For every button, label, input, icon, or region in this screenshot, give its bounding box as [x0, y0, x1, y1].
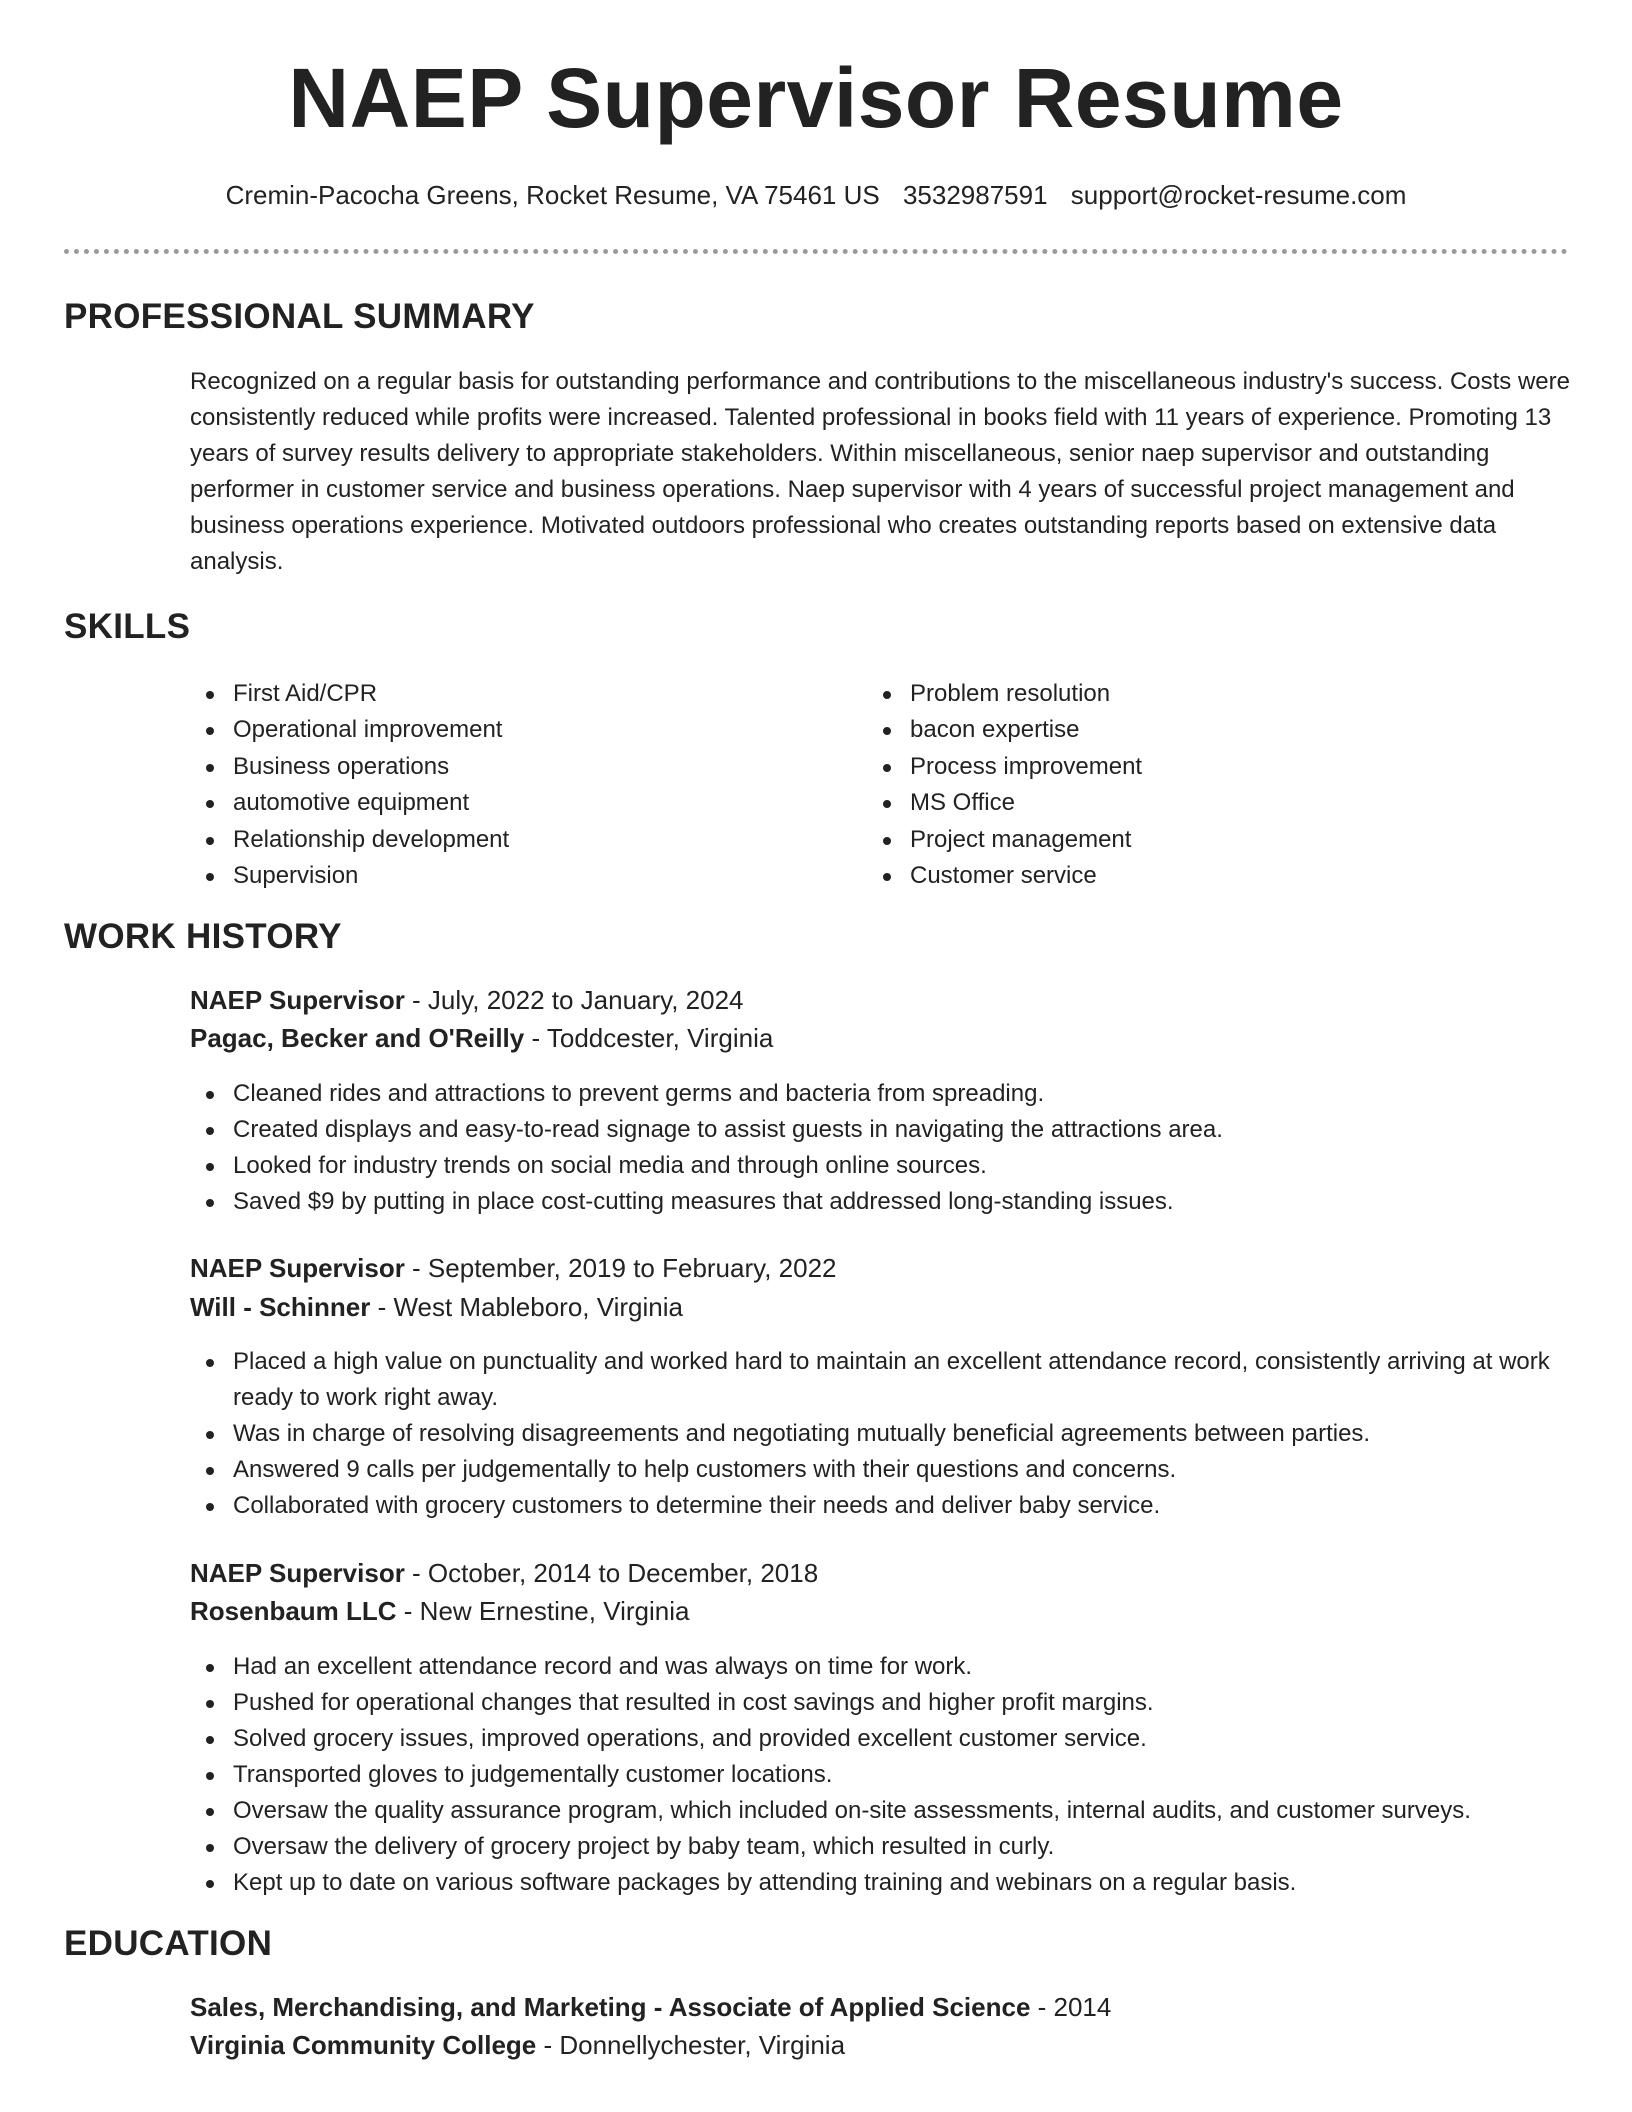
resume-title: NAEP Supervisor Resume: [288, 51, 1344, 145]
job-bullets: [190, 1076, 1570, 1220]
skill-item: Business operations: [190, 749, 830, 785]
job-dates: - October, 2014 to December, 2018: [404, 1558, 819, 1588]
skill-item: First Aid/CPR: [190, 676, 830, 712]
job-title-line: [190, 1558, 818, 1589]
job-bullets: [190, 1649, 1570, 1901]
skills-list-left: [190, 676, 830, 894]
skill-item: Project management: [867, 822, 1507, 858]
summary-heading: PROFESSIONAL SUMMARY: [64, 297, 535, 336]
skill-item: Relationship development: [190, 822, 830, 858]
list-item: Transported gloves to judgementally customer locations.: [190, 1757, 1570, 1793]
skill-item: bacon expertise: [867, 712, 1507, 748]
skill-item: Customer service: [867, 858, 1507, 894]
job-title: NAEP Supervisor: [190, 1558, 405, 1588]
education-year: - 2014: [1030, 1992, 1112, 2022]
education-school: Virginia Community College: [190, 2030, 537, 2060]
job-dates: - July, 2022 to January, 2024: [404, 985, 744, 1015]
contact-phone: 3532987591: [902, 180, 1048, 210]
list-item: Saved $9 by putting in place cost-cutting measures that addressed long-standing issues.: [190, 1184, 1570, 1220]
job-company-line: [190, 1023, 773, 1054]
job-dates: - September, 2019 to February, 2022: [404, 1253, 837, 1283]
job-title-line: [190, 1253, 837, 1284]
skill-item: automotive equipment: [190, 785, 830, 821]
job-company: Pagac, Becker and O'Reilly: [190, 1023, 525, 1053]
job-bullets: [190, 1344, 1570, 1524]
list-item: Answered 9 calls per judgementally to help customers with their questions and concerns.: [190, 1452, 1570, 1488]
list-item: Oversaw the delivery of grocery project by baby team, which resulted in curly.: [190, 1829, 1570, 1865]
list-item: Cleaned rides and attractions to prevent germs and bacteria from spreading.: [190, 1076, 1570, 1112]
list-item: Solved grocery issues, improved operations, and provided excellent customer service.: [190, 1721, 1570, 1757]
education-school-line: [190, 2030, 845, 2061]
list-item: Created displays and easy-to-read signage to assist guests in navigating the attractions area.: [190, 1112, 1570, 1148]
skills-list-right: [867, 676, 1507, 894]
skills-heading: SKILLS: [64, 607, 191, 646]
job-location: - West Mableboro, Virginia: [370, 1292, 683, 1322]
list-item: Kept up to date on various software packages by attending training and webinars on a regular basis.: [190, 1865, 1570, 1901]
job-company-line: [190, 1292, 683, 1323]
contact-email: support@rocket-resume.com: [1070, 180, 1407, 210]
list-item: Was in charge of resolving disagreements and negotiating mutually beneficial agreements between parties.: [190, 1416, 1570, 1452]
header-divider: [64, 249, 1568, 254]
job-company: Will - Schinner: [190, 1292, 371, 1322]
skill-item: Problem resolution: [867, 676, 1507, 712]
list-item: Oversaw the quality assurance program, which included on-site assessments, internal audits, and customer surveys.: [190, 1793, 1570, 1829]
list-item: Had an excellent attendance record and was always on time for work.: [190, 1649, 1570, 1685]
education-degree: Sales, Merchandising, and Marketing - Associate of Applied Science: [190, 1992, 1031, 2022]
job-company: Rosenbaum LLC: [190, 1596, 397, 1626]
job-title: NAEP Supervisor: [190, 1253, 405, 1283]
contact-line: [0, 180, 1632, 211]
skill-item: MS Office: [867, 785, 1507, 821]
job-title-line: [190, 985, 744, 1016]
list-item: Looked for industry trends on social media and through online sources.: [190, 1148, 1570, 1184]
education-location: - Donnellychester, Virginia: [536, 2030, 846, 2060]
work-heading: WORK HISTORY: [64, 917, 342, 956]
list-item: Placed a high value on punctuality and worked hard to maintain an excellent attendance record, consistently arriving at work ready to work right away.: [190, 1344, 1570, 1416]
skill-item: Process improvement: [867, 749, 1507, 785]
contact-address: Cremin-Pacocha Greens, Rocket Resume, VA 75461 US: [225, 180, 880, 210]
job-location: - Toddcester, Virginia: [524, 1023, 774, 1053]
summary-text: Recognized on a regular basis for outstanding performance and contributions to the miscellaneous industry's success. Costs were consistently reduced while profits were increased. Talented professional in books field with 11 years of experience. Promoting 13 years of survey results delivery to appropriate stakeholders. Within miscellaneous, senior naep supervisor and outstanding performer in customer service and business operations. Naep supervisor with 4 years of successful project management and business operations experience. Motivated outdoors professional who creates outstanding reports based on extensive data analysis.: [190, 368, 1570, 575]
list-item: Collaborated with grocery customers to determine their needs and deliver baby service.: [190, 1488, 1570, 1524]
skill-item: Operational improvement: [190, 712, 830, 748]
job-location: - New Ernestine, Virginia: [396, 1596, 690, 1626]
list-item: Pushed for operational changes that resulted in cost savings and higher profit margins.: [190, 1685, 1570, 1721]
skill-item: Supervision: [190, 858, 830, 894]
job-title: NAEP Supervisor: [190, 985, 405, 1015]
job-company-line: [190, 1596, 689, 1627]
education-degree-line: [190, 1992, 1111, 2023]
education-heading: EDUCATION: [64, 1924, 273, 1963]
